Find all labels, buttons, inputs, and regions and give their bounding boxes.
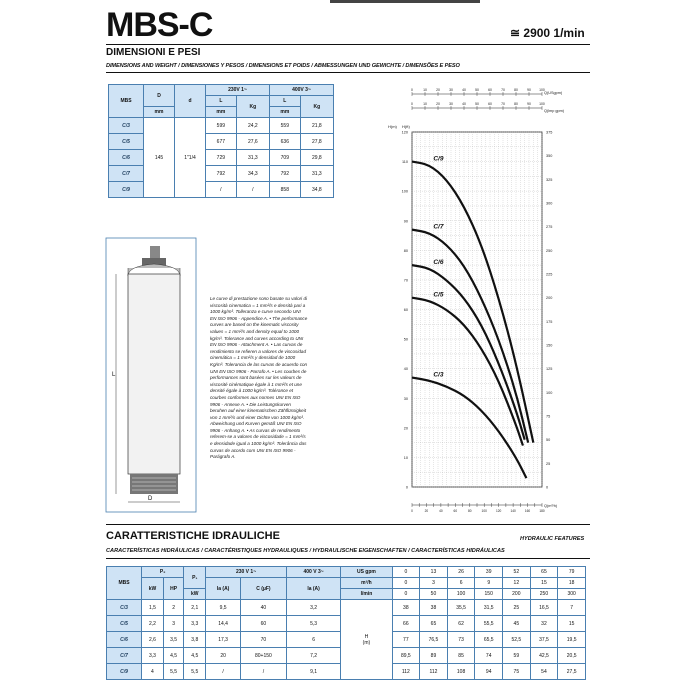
top-axis-tick-label: 0 [411,102,413,106]
y-tick-label: 10 [403,455,408,460]
bottom-axis-label: Q(m³/h) [544,504,558,508]
top-axis-tick-label: 20 [436,102,440,106]
cell: 3,2 [286,600,340,616]
col-kg-400: Kg [300,96,333,118]
q-lmin: 50 [420,589,448,600]
curve-label: C/7 [433,223,444,231]
hcol-p2: P₂ [142,567,184,578]
cell: 21,8 [300,118,333,134]
col-D: D [144,85,175,107]
top-axis-tick-label: 0 [411,88,413,92]
cell: 37,5 [530,632,558,648]
cell: 75 [503,664,531,680]
cell: 9,5 [206,600,241,616]
row-model: C/5 [109,134,144,150]
cell: 14,4 [206,616,241,632]
y2-tick-label: 275 [546,225,553,230]
y-tick-label: 40 [403,367,408,372]
cell: 31,3 [300,166,333,182]
q-usgpm: 52 [503,567,531,578]
cell: / [236,182,269,198]
cell: 7 [558,600,586,616]
top-axis-tick-label: 40 [462,88,466,92]
unit-a230: Ia (A) [206,578,241,600]
cell: 24,2 [236,118,269,134]
row-model: C/9 [109,182,144,198]
top-axis-tick-label: 20 [436,88,440,92]
hydraulic-divider [106,524,590,525]
cell: 2 [163,600,183,616]
h-label: H [364,633,369,640]
hcol-400: 400 V 3~ [286,567,340,578]
cell: 35,5 [447,600,475,616]
cell: 89 [420,648,448,664]
top-axis-tick-label: 10 [423,102,427,106]
top-axis-tick-label: 10 [423,88,427,92]
cell: 636 [269,134,300,150]
cell: 729 [206,150,237,166]
cell: 112 [420,664,448,680]
unit-mm-400: mm [269,107,300,118]
y-tick-label: 50 [403,337,408,342]
cell: 858 [269,182,300,198]
cell: 60 [240,616,286,632]
cell: 54 [530,664,558,680]
q-lmin: 100 [447,589,475,600]
bottom-axis-tick-label: 100 [481,509,487,512]
y-tick-label: 0 [405,485,408,490]
section-title-dimensions: DIMENSIONI E PESI [106,47,201,58]
dimensions-table [108,84,334,198]
cell: 66 [392,616,420,632]
q-lmin: 250 [530,589,558,600]
q-m3h: 18 [558,578,586,589]
cell: 38 [420,600,448,616]
top-axis-label-usgpm: Q(USgpm) [544,91,563,95]
h-label-cell [341,600,392,680]
curve-label: C/3 [433,371,444,379]
cell: 65 [420,616,448,632]
top-axis-tick-label: 30 [449,102,453,106]
hrow-model: C/3 [107,600,142,616]
section-title-hydraulic: CARATTERISTICHE IDRAULICHE [106,530,280,542]
hrow-model: C/5 [107,616,142,632]
col-L-230: L [206,96,237,107]
cell: / [206,664,241,680]
y-axis-label-m: H(m) [388,124,397,129]
y-tick-label: 90 [403,219,408,224]
cell: 65,5 [475,632,503,648]
curve-c5 [412,298,523,446]
hcol-p1: P₁ [184,567,206,589]
cell: 31,3 [236,150,269,166]
top-axis-tick-label: 70 [501,88,505,92]
q-m3h: 3 [420,578,448,589]
hcol-model: MBS [107,567,142,600]
y2-tick-label: 175 [546,319,553,324]
cell: 792 [206,166,237,182]
subtitle-divider [106,72,590,73]
q-lmin: 150 [475,589,503,600]
h-unit: (m) [362,639,371,646]
pump-drawing [104,236,198,516]
cell: 3,3 [142,648,164,664]
bottom-axis-tick-label: 20 [424,509,429,512]
unit-mm-D: mm [144,107,175,118]
top-axis-tick-label: 60 [488,88,492,92]
cell: 34,3 [236,166,269,182]
d-value: 1"1/4 [175,118,206,198]
hcol-q-m3h: m³/h [341,578,392,589]
hydraulic-table [106,566,586,680]
row-model: C/6 [109,150,144,166]
q-m3h: 12 [503,578,531,589]
bottom-axis-tick-label: 60 [453,509,458,512]
y2-tick-label: 100 [546,390,553,395]
unit-a400: Ia (A) [286,578,340,600]
q-usgpm: 26 [447,567,475,578]
y-tick-label: 120 [401,130,408,135]
cell: 599 [206,118,237,134]
q-usgpm: 13 [420,567,448,578]
cell: 5,3 [286,616,340,632]
q-m3h: 6 [447,578,475,589]
cell: 7,2 [286,648,340,664]
cell: 77 [392,632,420,648]
cell: 94 [475,664,503,680]
hrow-model: C/6 [107,632,142,648]
cell: 20,5 [558,648,586,664]
cell: 6 [286,632,340,648]
bottom-axis-tick-label: 80 [468,509,472,512]
hrow-model: C/9 [107,664,142,680]
y-tick-label: 100 [401,189,408,194]
cell: 19,5 [558,632,586,648]
q-usgpm: 39 [475,567,503,578]
top-axis-tick-label: 50 [475,88,479,92]
cell: 5,5 [184,664,206,680]
top-axis-tick-label: 90 [527,102,531,106]
unit-kw-p1: kW [184,589,206,600]
q-lmin: 200 [503,589,531,600]
hcol-q-lmin: l/min [341,589,392,600]
unit-mm-230: mm [206,107,237,118]
cell: 3,5 [163,632,183,648]
cell: 42,5 [530,648,558,664]
cell: 38 [392,600,420,616]
y2-tick-label: 200 [546,296,553,301]
cell: 709 [269,150,300,166]
y2-tick-label: 350 [546,154,553,159]
q-usgpm: 65 [530,567,558,578]
section-subtitle-hydraulic: CARACTERÍSTICAS HIDRÁULICAS / CARACTÉRISTIQUES HYDRAULIQUES / HYDRAULISCHE EIGENSCHAFTEN / CARACTERÍSTICAS HIDRÁULICAS [106,548,505,554]
drawing-label-L: L [112,372,116,378]
y2-tick-label: 75 [546,414,551,419]
cell: 25 [503,600,531,616]
cell: 5,5 [163,664,183,680]
cell: 112 [392,664,420,680]
top-axis-tick-label: 100 [539,102,545,106]
curve-label: C/9 [433,155,444,163]
cell: 677 [206,134,237,150]
cell: 55,5 [475,616,503,632]
col-L-400: L [269,96,300,107]
y-tick-label: 30 [403,396,408,401]
performance-chart [360,82,588,512]
section-subtitle-dimensions: DIMENSIONS AND WEIGHT / DIMENSIONES Y PESOS / DIMENSIONS ET POIDS / ABMESSUNGEN UND GEWICHTE / DIMENSÕES E PESO [106,63,460,69]
cell: 31,5 [475,600,503,616]
cell: 3,8 [184,632,206,648]
row-model: C/3 [109,118,144,134]
top-axis-tick-label: 80 [514,102,518,106]
y2-tick-label: 150 [546,343,553,348]
bottom-axis-tick-label: 180 [539,509,545,512]
col-model: MBS [109,85,144,118]
unit-kw: kW [142,578,164,600]
cell: 59 [503,648,531,664]
cell: 108 [447,664,475,680]
top-axis-tick-label: 50 [475,102,479,106]
cell: 15 [558,616,586,632]
cell: 16,5 [530,600,558,616]
y2-tick-label: 300 [546,201,553,206]
y-tick-label: 60 [403,308,408,312]
cell: 2,6 [142,632,164,648]
y-tick-label: 80 [403,248,408,253]
bottom-axis-tick-label: 140 [510,509,516,512]
y2-tick-label: 125 [546,367,553,372]
cell: 62 [447,616,475,632]
cell: / [206,182,237,198]
top-axis-tick-label: 90 [527,88,531,92]
y-tick-label: 110 [401,160,408,165]
q-m3h: 0 [392,578,420,589]
top-axis-label-impgpm: Q(lmp gpm) [544,109,565,113]
bottom-axis-tick-label: 120 [496,509,502,512]
section-title-hydraulic-en: HYDRAULIC FEATURES [520,536,585,542]
top-axis-tick-label: 40 [462,102,466,106]
top-axis-tick-label: 30 [449,88,453,92]
cell: 3 [163,616,183,632]
cell: 4,5 [163,648,183,664]
y2-tick-label: 50 [546,438,551,443]
cell: 80+150 [240,648,286,664]
cell: 32 [530,616,558,632]
performance-note: Le curve di prestazione sono basate su valori di viscosità cinematica = 1 mm²/s e densità pari a 1000 kg/m³. Tolleranza e curve secondo UNI EN ISO 9906 - Appendice A. • The performance curves are based on the kinematic viscosity values = 1 mm²/s and density equal to 1000 kg/m³. Tolerance and curves according to UNI EN ISO 9906 - Attachment A. • Las curvas de rendimiento se refieren a valores de viscosidad cinemática = 1 mm²/s y densidad de 1000 Kg/m³. Tolerancia de las curvas de acuerdo con UNI EN ISO 9906 - Parrafo A. • Les courbes de performances sont basées sur les valeurs de viscosité cinématique égale à 1 mm²/s et une densité égale à 1000 kg/m³. Tolérance et courbes conformes aux normes UNI EN ISO 9906 - Annexe A. • Die Leistungskurven beruhen auf einer kinematischen Zähflüssigkeit von 1 mm²/s und einer Dichte von 1000 kg/m³. Abweichung und Kurven gemäß UNI EN ISO 9906 - Anhang A. • As curvas de rendimento referem-se a valores de viscosidade = 1 mm²/s e densidade igual a 1000 kg/m³. Tolerância das curvas de acordo com UNI EN ISO 9906 - Parágrafo A. [210,296,308,460]
col-230v: 230V 1~ [206,85,270,96]
cell: 27,8 [300,134,333,150]
cell: 4 [142,664,164,680]
top-axis-tick-label: 80 [514,88,518,92]
D-value: 145 [144,118,175,198]
col-kg-230: Kg [236,96,269,118]
page-title: MBS-C [106,6,213,44]
cell: 45 [503,616,531,632]
cell: 76,5 [420,632,448,648]
cell: 2,2 [142,616,164,632]
cell: 17,3 [206,632,241,648]
row-model: C/7 [109,166,144,182]
col-d: d [175,85,206,118]
cell: 4,5 [184,648,206,664]
col-400v: 400V 3~ [269,85,333,96]
cell: 792 [269,166,300,182]
y2-tick-label: 0 [546,485,549,490]
hcol-230: 230 V 1~ [206,567,287,578]
cell: 89,5 [392,648,420,664]
top-axis-tick-label: 60 [488,102,492,106]
unit-hp: HP [163,578,183,600]
y-axis-label-ft: H(ft) [402,124,410,129]
q-m3h: 9 [475,578,503,589]
cell: 9,1 [286,664,340,680]
y2-tick-label: 25 [546,461,551,466]
cell: 85 [447,648,475,664]
y-tick-label: 20 [403,426,408,431]
y-tick-label: 70 [403,278,408,283]
bottom-axis-tick-label: 0 [411,509,413,512]
hydraulic-subdivider [106,558,590,559]
y2-tick-label: 325 [546,177,553,182]
top-axis-tick-label: 100 [539,88,545,92]
cell: 73 [447,632,475,648]
cell: 1,5 [142,600,164,616]
cell: 34,8 [300,182,333,198]
bottom-axis-tick-label: 160 [524,509,531,512]
hrow-model: C/7 [107,648,142,664]
q-lmin: 0 [392,589,420,600]
cell: / [240,664,286,680]
cell: 27,5 [558,664,586,680]
cell: 29,8 [300,150,333,166]
q-m3h: 15 [530,578,558,589]
y2-tick-label: 375 [546,130,553,135]
cell: 70 [240,632,286,648]
cell: 559 [269,118,300,134]
top-header-strip [330,0,480,3]
cell: 20 [206,648,241,664]
cell: 2,1 [184,600,206,616]
top-axis-tick-label: 70 [501,102,505,106]
q-usgpm: 0 [392,567,420,578]
q-usgpm: 79 [558,567,586,578]
cell: 40 [240,600,286,616]
title-divider [106,44,590,45]
q-lmin: 300 [558,589,586,600]
curve-label: C/5 [433,291,444,299]
rotation-speed: ≅ 2900 1/min [510,26,585,40]
bottom-axis-tick-label: 40 [439,509,443,512]
cell: 27,6 [236,134,269,150]
unit-c: C (µF) [240,578,286,600]
y2-tick-label: 225 [546,272,553,277]
curve-label: C/6 [433,259,444,267]
cell: 74 [475,648,503,664]
y2-tick-label: 250 [546,248,553,253]
hcol-q-usgpm: US gpm [341,567,392,578]
drawing-label-D: D [148,496,153,502]
cell: 52,5 [503,632,531,648]
cell: 3,3 [184,616,206,632]
